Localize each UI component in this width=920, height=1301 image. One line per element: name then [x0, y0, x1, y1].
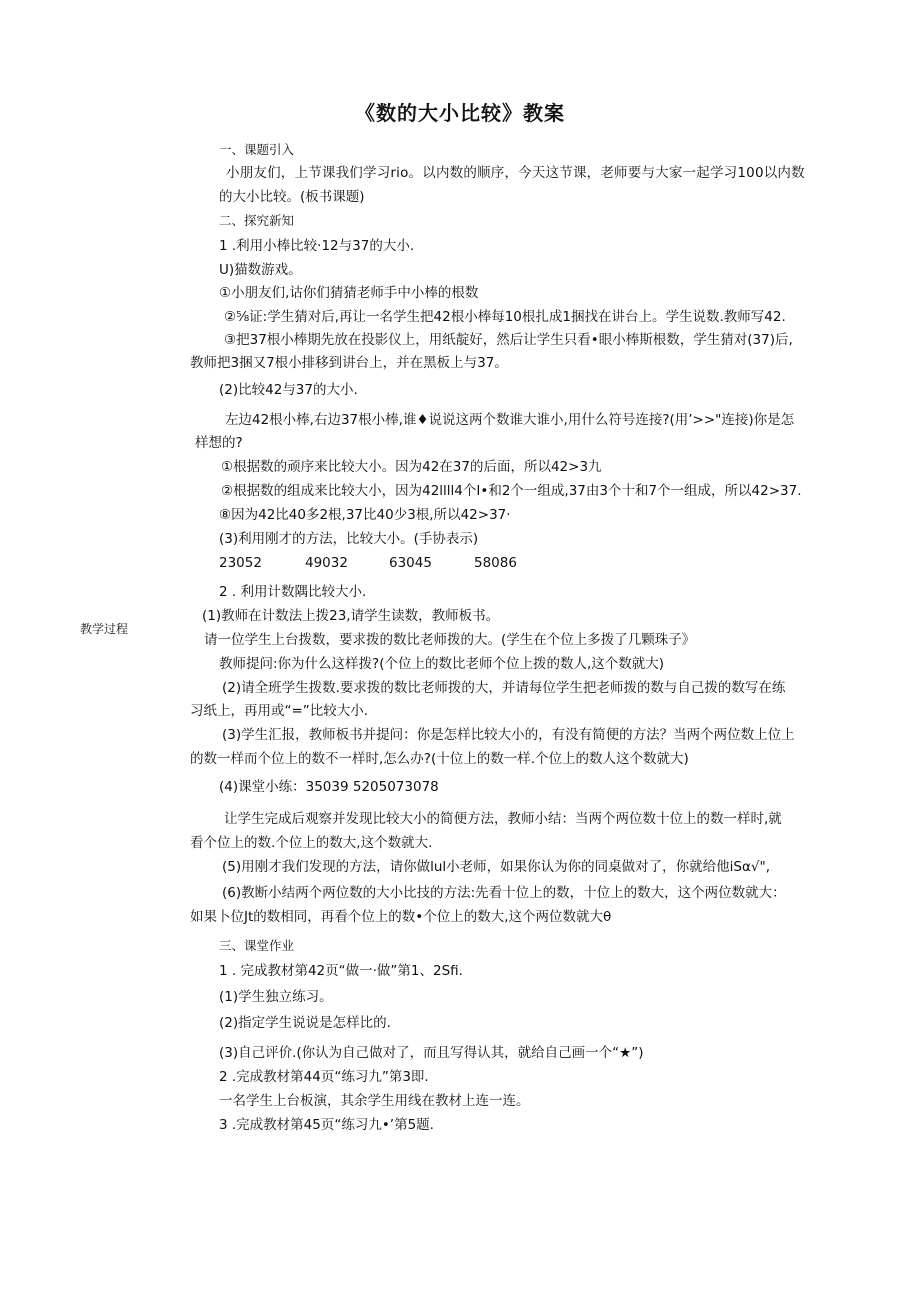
paragraph-line: (3)利用刚才的方法，比较大小。(手协表示) — [219, 531, 479, 547]
paragraph-line: (5)用刚才我们发现的方法，请你做lul小老师，如果你认为你的同桌做对了，你就给他iSα√", — [222, 859, 771, 875]
paragraph-line: 左边42根小棒,右边37根小棒,谁♦说说这两个数谁大谁小,用什么符号连接?(用’>>"连接)你是怎 — [225, 412, 795, 428]
paragraph-line: 习纸上，再用或“=”比较大小. — [190, 703, 369, 719]
paragraph-line: 让学生完成后观察并发现比较大小的简便方法，教师小结：当两个两位数十位上的数一样时,就 — [224, 811, 782, 827]
paragraph-line: 小朋友们，上节课我们学习rio。以内数的顺序，今天这节课，老师要与大家一起学习100以内数 — [226, 165, 805, 181]
number-item: 49032 — [305, 555, 348, 571]
paragraph-line: 1 .利用小棒比较·12与37的大小. — [219, 238, 415, 254]
paragraph-line: 一名学生上台板演，其余学生用线在教材上连一连。 — [219, 1093, 530, 1109]
paragraph-line: 2 . 利用计数隅比较大小. — [219, 584, 367, 600]
paragraph-line: (4)课堂小练：35039 5205073078 — [219, 779, 439, 795]
document-title: 《数的大小比较》教案 — [355, 101, 565, 125]
paragraph-line: (2)指定学生说说是怎样比的. — [219, 1015, 391, 1031]
paragraph-line: ②⅝证:学生猜对后,再让一名学生把42根小棒每10根扎成1捆找在讲台上。学生说数.教师写42. — [224, 309, 786, 325]
paragraph-line: (2)请全班学生拨数.要求拨的数比老师拨的大，并请每位学生把老师拨的数与自己拨的数写在练 — [222, 680, 786, 696]
paragraph-line: (2)比较42与37的大小. — [219, 382, 358, 398]
section-label-teaching-process: 教学过程 — [80, 622, 129, 636]
paragraph-line: (3)学生汇报，教师板书并提问：你是怎样比较大小的，有没有简便的方法？当两个两位数上位上 — [222, 727, 795, 743]
paragraph-line: ③把37根小棒期先放在投影仪上，用纸靛好，然后让学生只看•眼小棒斯根数，学生猜对(37)后, — [224, 332, 793, 348]
paragraph-line: (1)学生独立练习。 — [219, 989, 333, 1005]
number-item: 23052 — [219, 555, 262, 571]
paragraph-line: U)猫数游戏。 — [219, 262, 302, 278]
paragraph-line: ①小朋友们,诂你们猜猜老师手中小棒的根数 — [219, 285, 479, 301]
paragraph-line: ①根据数的顽序来比较大小。因为42在37的后面，所以42>3九 — [221, 459, 602, 475]
number-item: 63045 — [389, 555, 432, 571]
heading-homework: 三、课堂作业 — [219, 938, 295, 953]
paragraph-line: (6)教断小结两个两位数的大小比技的方法:先看十位上的数，十位上的数大，这个两位数就大： — [222, 885, 786, 901]
number-item: 58086 — [474, 555, 517, 571]
paragraph-line: 请一位学生上台拨数，要求拨的数比老师拨的大。(学生在个位上多拨了几颗珠子》 — [204, 632, 696, 648]
paragraph-line: 样想的? — [195, 435, 243, 451]
paragraph-line: ②根据数的组成来比较大小，因为42llll4个I•和2个一组成,37由3个十和7个一组成，所以42>37. — [221, 483, 802, 499]
paragraph-line: (3)自己评价.(你认为自己做对了，而且写得认其，就给自己画一个“★”) — [219, 1045, 644, 1061]
paragraph-line: 1 . 完成教材第42页“做一·做”第1、2Sfi. — [219, 963, 463, 979]
paragraph-line: 3 .完成教材第45页“练习九•’第5题. — [219, 1117, 434, 1133]
paragraph-line: (1)教师在计数法上拨23,请学生读数，教师板书。 — [202, 608, 500, 624]
paragraph-line: ⑧因为42比40多2根,37比40少3根,所以42>37· — [219, 507, 511, 523]
paragraph-line: 如果卜位Jt的数相同，再看个位上的数•个位上的数大,这个两位数就大θ — [190, 909, 612, 925]
heading-intro: 一、课题引入 — [219, 142, 295, 157]
paragraph-line: 的数一样而个位上的数不一样时,怎么办?(十位上的数一样.个位上的数人这个数就大) — [190, 751, 689, 767]
paragraph-line: 教师提问:你为什么这样拨?(个位上的数比老师个位上拨的数人,这个数就大) — [219, 656, 665, 672]
paragraph-line: 2 .完成教材第44页“练习九”第3即. — [219, 1069, 429, 1085]
paragraph-line: 教师把3捆又7根小排移到讲台上，并在黑板上与37。 — [190, 355, 508, 371]
paragraph-line: 看个位上的数.个位上的数大,这个数就大. — [190, 835, 433, 851]
paragraph-line: 的大小比较。(板书课题) — [219, 189, 365, 205]
heading-explore: 二、探究新知 — [219, 213, 295, 228]
